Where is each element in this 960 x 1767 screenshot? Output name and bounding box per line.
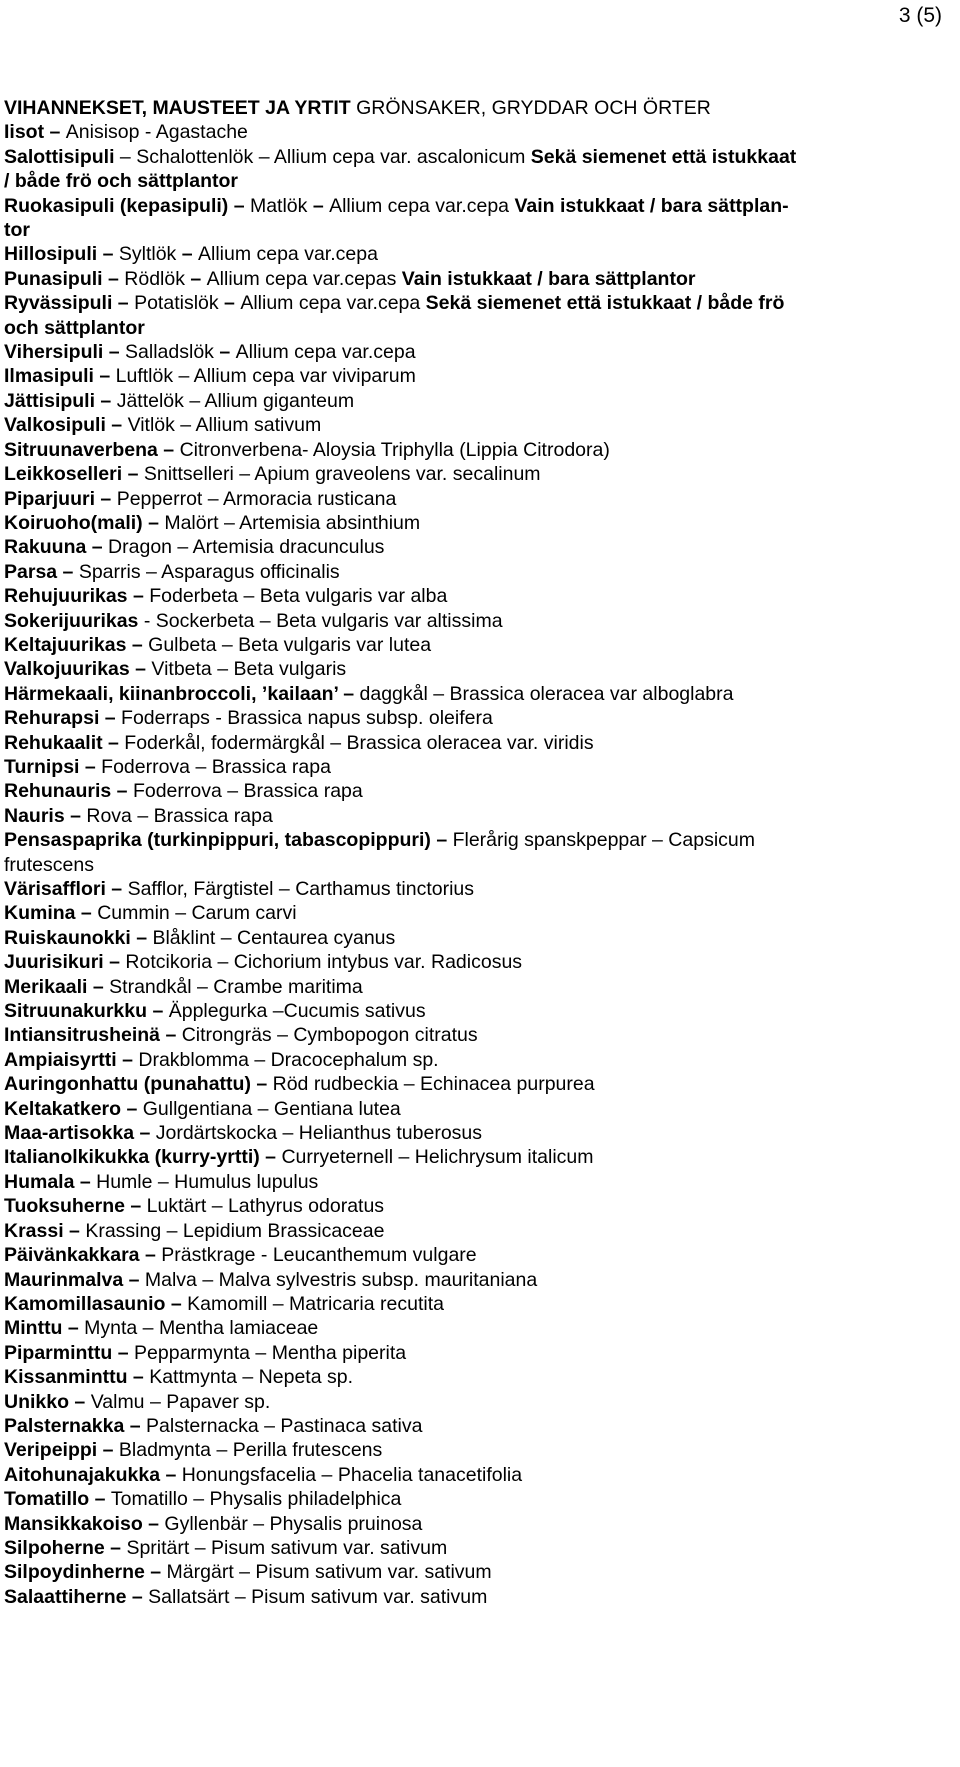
bold-text-segment: Sekä siemenet että istukkaat / både frö [425, 292, 785, 315]
bold-text-segment: Humala – [4, 1170, 97, 1193]
text-line [4, 1292, 944, 1316]
text-segment: Luktärt – Lathyrus odoratus [146, 1195, 385, 1218]
text-line [4, 1023, 944, 1047]
text-line [4, 1316, 944, 1340]
bold-text-segment: / både frö och sättplantor [4, 170, 239, 193]
text-segment: Allium cepa var.cepas [206, 267, 402, 290]
text-line [4, 1390, 944, 1414]
bold-text-segment: Vihersipuli – [4, 341, 126, 364]
bold-text-segment: Parsa – [4, 560, 79, 583]
bold-text-segment: Palsternakka – [4, 1414, 147, 1437]
text-line [4, 950, 944, 974]
bold-text-segment: Sekä siemenet että istukkaat [530, 145, 797, 168]
text-line [4, 1097, 944, 1121]
text-segment: Potatislök [134, 292, 225, 315]
bold-text-segment: Merikaali – [4, 975, 110, 998]
text-segment: Foderkål, fodermärgkål – Brassica oleracea var. viridis [124, 731, 594, 754]
text-segment: Pepparmynta – Mentha piperita [134, 1341, 407, 1364]
bold-text-segment: – [224, 292, 241, 315]
bold-text-segment: Leikkoselleri – [4, 463, 144, 486]
bold-text-segment: Koiruoho(mali) – [4, 511, 165, 534]
text-line [4, 1487, 944, 1511]
text-line [4, 413, 944, 437]
bold-text-segment: tor [4, 219, 30, 242]
bold-text-segment: Ruokasipuli (kepasipuli) – [4, 194, 250, 217]
text-segment: Curryeternell – Helichrysum italicum [281, 1146, 594, 1169]
text-segment: Mynta – Mentha lamiaceae [84, 1317, 319, 1340]
text-segment: Tomatillo – Physalis philadelphica [110, 1488, 402, 1511]
text-segment: Bladmynta – Perilla frutescens [118, 1439, 383, 1462]
text-line [4, 1194, 944, 1218]
bold-text-segment: Silpoherne – [4, 1536, 127, 1559]
bold-text-segment: Rehunauris – [4, 780, 133, 803]
text-segment: Dragon – Artemisia dracunculus [108, 536, 385, 559]
text-line [4, 779, 944, 803]
text-line [4, 120, 944, 144]
bold-text-segment: Jättisipuli – [4, 389, 117, 412]
bold-text-segment: Pensaspaprika (turkinpippuri, tabascopippuri) – [4, 829, 453, 852]
bold-text-segment: – [181, 243, 198, 266]
text-line [4, 682, 944, 706]
bold-text-segment: Punasipuli – [4, 267, 125, 290]
text-segment: Drakblomma – Dracocephalum sp. [138, 1048, 439, 1071]
text-line [4, 1170, 944, 1194]
bold-text-segment: Keltajuurikas – [4, 633, 149, 656]
text-line [4, 1145, 944, 1169]
text-segment: Palsternacka – Pastinaca sativa [146, 1414, 423, 1437]
bold-text-segment: Piparjuuri – [4, 487, 117, 510]
text-line [4, 1243, 944, 1267]
text-segment: Gullgentiana – Gentiana lutea [142, 1097, 401, 1120]
bold-text-segment: Rakuuna – [4, 536, 109, 559]
text-line [4, 828, 944, 852]
text-line [4, 194, 944, 218]
bold-text-segment: Rehukaalit – [4, 731, 125, 754]
bold-text-segment: Valkosipuli – [4, 414, 128, 437]
text-line [4, 1536, 944, 1560]
bold-text-segment: Nauris – [4, 804, 87, 827]
bold-text-segment: Värisafflori – [4, 878, 128, 900]
bold-text-segment: Vain istukkaat / bara sättplantor [401, 267, 696, 290]
bold-text-segment: Veripeippi – [4, 1439, 119, 1462]
text-segment: Flerårig spanskpeppar – Capsicum [452, 829, 755, 852]
bold-text-segment: Kissanminttu – [4, 1366, 150, 1389]
text-segment: Citronverbena- Aloysia Triphylla (Lippia Citrodora) [179, 438, 610, 461]
text-line [4, 1219, 944, 1243]
text-line [4, 853, 944, 877]
bold-text-segment: Turnipsi – [4, 755, 102, 778]
bold-text-segment: Auringonhattu (punahattu) – [4, 1073, 273, 1096]
bold-text-segment: Juurisikuri – [4, 951, 126, 974]
bold-text-segment: Maa-artisokka – [4, 1122, 156, 1145]
bold-text-segment: Salaattiherne – [4, 1585, 149, 1608]
text-segment: GRÖNSAKER, GRYDDAR OCH ÖRTER [350, 97, 711, 119]
text-segment: Rotcikoria – Cichorium intybus var. Radicosus [125, 951, 523, 974]
text-line [4, 364, 944, 388]
bold-text-segment: Ryvässipuli – [4, 292, 135, 315]
text-line [4, 1048, 944, 1072]
text-segment: Snittselleri – Apium graveolens var. secalinum [143, 463, 541, 486]
text-line [4, 1341, 944, 1365]
bold-text-segment: Sitruunakurkku – [4, 1000, 169, 1023]
text-segment: Spritärt – Pisum sativum var. sativum [126, 1536, 448, 1559]
text-line [4, 609, 944, 633]
bold-text-segment: – [219, 341, 236, 364]
text-line [4, 438, 944, 462]
bold-text-segment: Keltakatkero – [4, 1097, 143, 1120]
text-segment: Salladslök [125, 341, 220, 364]
text-segment: Äpplegurka –Cucumis sativus [168, 1000, 426, 1023]
bold-text-segment: Sokerijuurikas [4, 609, 144, 632]
text-line [4, 755, 944, 779]
text-line [4, 511, 944, 535]
bold-text-segment: Päivänkakkara – [4, 1244, 162, 1267]
text-line [4, 1512, 944, 1536]
text-segment: Jättelök – Allium giganteum [116, 389, 355, 412]
text-segment: Sallatsärt – Pisum sativum var. sativum [148, 1585, 488, 1608]
text-line [4, 706, 944, 730]
text-segment: Blåklint – Centaurea cyanus [152, 926, 396, 949]
text-segment: Röd rudbeckia – Echinacea purpurea [272, 1073, 595, 1096]
bold-text-segment: Tuoksuherne – [4, 1195, 147, 1218]
text-segment: Strandkål – Crambe maritima [109, 975, 363, 998]
text-line [4, 267, 944, 291]
bold-text-segment: Sitruunaverbena – [4, 438, 180, 461]
text-segment: Foderbeta – Beta vulgaris var alba [149, 585, 448, 608]
bold-text-segment: Kamomillasaunio – [4, 1292, 188, 1315]
text-segment: Gyllenbär – Physalis pruinosa [164, 1512, 423, 1535]
text-segment: Sparris – Asparagus officinalis [78, 560, 340, 583]
text-line [4, 633, 944, 657]
text-line [4, 926, 944, 950]
bold-text-segment: Valkojuurikas – [4, 658, 152, 681]
bold-text-segment: Mansikkakoiso – [4, 1512, 165, 1535]
text-segment: Allium cepa var.cepa [197, 243, 378, 266]
text-line [4, 1560, 944, 1584]
bold-text-segment: Härmekaali, kiinanbroccoli, ’kailaan’ – [4, 682, 360, 705]
text-segment: Allium cepa var.cepa [329, 194, 515, 217]
text-segment: Citrongräs – Cymbopogon citratus [181, 1024, 478, 1047]
text-line [4, 731, 944, 755]
text-line [4, 1438, 944, 1462]
text-line [4, 657, 944, 681]
bold-text-segment: Vain istukkaat / bara sättplan- [514, 194, 789, 217]
text-line [4, 316, 944, 340]
bold-text-segment: Ampiaisyrtti – [4, 1048, 139, 1071]
text-segment: Luftlök – Allium cepa var viviparum [115, 365, 416, 388]
bold-text-segment: – [190, 267, 207, 290]
text-segment: Foderrova – Brassica rapa [132, 780, 363, 803]
bold-text-segment: Salottisipuli [4, 145, 115, 168]
text-segment: Honungsfacelia – Phacelia tanacetifolia [181, 1463, 523, 1486]
bold-text-segment: Ilmasipuli – [4, 365, 116, 388]
text-segment: Jordärtskocka – Helianthus tuberosus [155, 1122, 483, 1145]
bold-text-segment: Aitohunajakukka – [4, 1463, 182, 1486]
text-line [4, 96, 944, 120]
text-line [4, 291, 944, 315]
bold-text-segment: Silpoydinherne – [4, 1561, 167, 1584]
text-line [4, 169, 944, 193]
text-line [4, 389, 944, 413]
text-segment: Krassing – Lepidium Brassicaceae [85, 1219, 385, 1242]
text-line [4, 560, 944, 584]
text-segment: – Schalottenlök – Allium cepa var. ascalonicum [114, 145, 531, 168]
bold-text-segment: Intiansitrusheinä – [4, 1024, 182, 1047]
bold-text-segment: Krassi – [4, 1219, 86, 1242]
text-line [4, 340, 944, 364]
bold-text-segment: Hillosipuli – [4, 243, 119, 266]
bold-text-segment: Unikko – [4, 1390, 91, 1413]
text-line [4, 584, 944, 608]
text-line [4, 535, 944, 559]
page-number: 3 (5) [898, 4, 942, 27]
text-line [4, 242, 944, 266]
bold-text-segment: Maurinmalva – [4, 1268, 145, 1291]
text-segment: Humle – Humulus lupulus [96, 1170, 319, 1193]
text-line [4, 462, 944, 486]
bold-text-segment: Piparminttu – [4, 1341, 135, 1364]
text-segment: - Sockerbeta – Beta vulgaris var altissima [143, 609, 503, 632]
text-segment: Anisisop - Agastache [65, 121, 248, 144]
text-segment: Prästkrage - Leucanthemum vulgare [161, 1244, 477, 1267]
text-segment: Pepperrot – Armoracia rusticana [116, 487, 397, 510]
text-segment: Matlök [249, 194, 313, 217]
text-line [4, 1365, 944, 1389]
text-segment: Cummin – Carum carvi [97, 902, 297, 925]
text-segment: Vitlök – Allium sativum [127, 414, 322, 437]
text-line [4, 1414, 944, 1438]
text-segment: Safflor, Färgtistel – Carthamus tinctorius [127, 878, 475, 900]
text-segment: Syltlök [118, 243, 182, 266]
text-line [4, 901, 944, 925]
text-segment: Kattmynta – Nepeta sp. [149, 1366, 353, 1389]
bold-text-segment: Rehurapsi – [4, 707, 122, 730]
bold-text-segment: Italianolkikukka (kurry-yrtti) – [4, 1146, 282, 1169]
text-segment: Allium cepa var.cepa [240, 292, 426, 315]
text-line [4, 1585, 944, 1609]
text-segment: Allium cepa var.cepa [235, 341, 416, 364]
text-segment: Foderraps - Brassica napus subsp. oleifera [121, 707, 493, 730]
text-line [4, 975, 944, 999]
text-segment: Märgärt – Pisum sativum var. sativum [166, 1561, 492, 1584]
document-body [4, 96, 944, 1609]
text-segment: Kamomill – Matricaria recutita [187, 1292, 444, 1315]
text-line [4, 877, 944, 901]
text-segment: Foderrova – Brassica rapa [101, 755, 331, 778]
text-line [4, 218, 944, 242]
text-segment: daggkål – Brassica oleracea var alboglabra [359, 682, 734, 705]
bold-text-segment: Iisot – [4, 121, 66, 144]
bold-text-segment: Kumina – [4, 902, 98, 925]
text-line [4, 804, 944, 828]
bold-text-segment: VIHANNEKSET, MAUSTEET JA YRTIT [4, 97, 351, 119]
text-segment: Rödlök [124, 267, 191, 290]
bold-text-segment: – [312, 194, 330, 217]
text-line [4, 1072, 944, 1096]
text-line [4, 1268, 944, 1292]
bold-text-segment: Ruiskaunokki – [4, 926, 153, 949]
text-line [4, 1121, 944, 1145]
text-line [4, 487, 944, 511]
text-line [4, 145, 944, 169]
text-segment: Malva – Malva sylvestris subsp. mauritaniana [144, 1268, 538, 1291]
bold-text-segment: och sättplantor [4, 316, 145, 339]
text-line [4, 1463, 944, 1487]
text-segment: Gulbeta – Beta vulgaris var lutea [148, 633, 432, 656]
text-segment: Vitbeta – Beta vulgaris [151, 658, 347, 681]
bold-text-segment: Tomatillo – [4, 1488, 111, 1511]
bold-text-segment: Rehujuurikas – [4, 585, 150, 608]
text-segment: Malört – Artemisia absinthium [164, 511, 421, 534]
text-segment: Rova – Brassica rapa [86, 804, 273, 827]
bold-text-segment: Minttu – [4, 1317, 85, 1340]
text-line [4, 999, 944, 1023]
text-segment: frutescens [4, 853, 94, 876]
text-segment: Valmu – Papaver sp. [90, 1390, 271, 1413]
